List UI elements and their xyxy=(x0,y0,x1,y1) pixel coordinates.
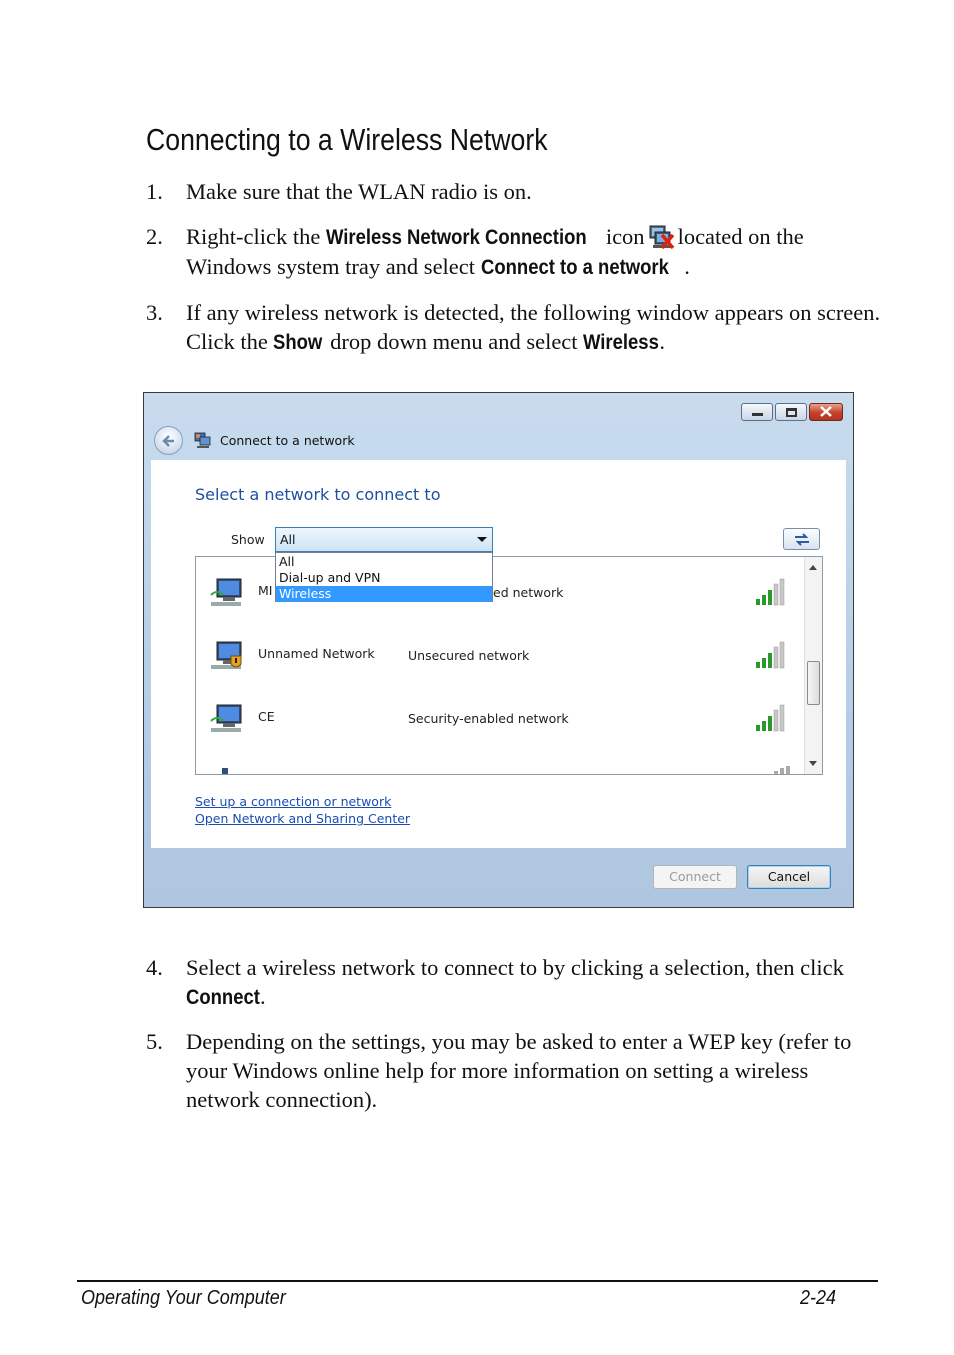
network-sharing-center-link[interactable]: Open Network and Sharing Center xyxy=(195,811,411,826)
network-row[interactable] xyxy=(196,630,804,680)
step-text: Depending on the settings, you may be asked to enter a WEP key (refer to your Windows online help for more information on setting a wireless network connection). xyxy=(186,1029,852,1112)
network-row-partial[interactable] xyxy=(196,756,804,775)
refresh-button[interactable] xyxy=(783,528,820,550)
chevron-down-icon xyxy=(477,537,487,542)
show-dropdown-value: All xyxy=(280,532,296,547)
dropdown-option-all[interactable]: All xyxy=(279,554,295,569)
back-button[interactable] xyxy=(154,426,183,455)
unsecured-network-icon xyxy=(209,638,247,674)
step-text xyxy=(186,953,886,1012)
window-title: Connect to a network xyxy=(220,433,355,448)
step-text-part: icon xyxy=(605,224,645,249)
step-text-part: Select a wireless network to connect to by clicking a selection, then click xyxy=(186,955,844,980)
step-text-part: If any wireless network is detected, the following window appears on screen. Click the xyxy=(186,300,881,354)
signal-strength-icon xyxy=(774,766,790,775)
keyword-show: Show xyxy=(273,331,323,354)
network-name: MI xyxy=(258,583,273,598)
network-status: ed network xyxy=(493,585,564,600)
signal-strength-icon xyxy=(754,640,790,670)
scroll-up-icon[interactable] xyxy=(809,565,817,570)
network-name: CE xyxy=(258,709,275,724)
step-text xyxy=(186,222,886,282)
section-heading: Connecting to a Wireless Network xyxy=(146,122,548,157)
network-row[interactable] xyxy=(196,693,804,743)
signal-strength-icon xyxy=(754,703,790,733)
step-text-part: . xyxy=(659,329,665,354)
wireless-network-connection-icon xyxy=(648,223,675,250)
maximize-icon xyxy=(786,408,797,417)
scroll-down-icon[interactable] xyxy=(809,761,817,766)
footer-page-number: 2-24 xyxy=(800,1287,837,1309)
dialog-panel xyxy=(151,460,846,848)
network-list-scrollbar[interactable] xyxy=(804,557,822,774)
back-arrow-icon xyxy=(161,433,177,449)
wireless-network-icon xyxy=(209,575,247,611)
connect-button[interactable]: Connect xyxy=(653,865,737,889)
step-text: Make sure that the WLAN radio is on. xyxy=(186,179,532,204)
network-name: Unnamed Network xyxy=(258,646,375,661)
step-number: 3. xyxy=(146,300,163,325)
close-icon xyxy=(809,403,843,421)
maximize-button[interactable] xyxy=(775,403,807,421)
minimize-icon xyxy=(752,413,763,416)
minimize-button[interactable] xyxy=(741,403,773,421)
footer-divider xyxy=(77,1280,878,1282)
show-label: Show xyxy=(231,532,265,547)
dialog-heading: Select a network to connect to xyxy=(195,485,441,504)
wireless-network-icon xyxy=(209,701,247,737)
network-icon xyxy=(194,431,212,449)
step-text-part: . xyxy=(260,984,266,1009)
window-controls xyxy=(741,403,843,421)
network-status: Security-enabled network xyxy=(408,711,569,726)
footer-chapter-title: Operating Your Computer xyxy=(81,1287,286,1309)
step-number: 5. xyxy=(146,1029,163,1054)
keyword-connect: Connect xyxy=(186,986,260,1009)
keyword-wireless: Wireless xyxy=(583,331,660,354)
step-text-part: . xyxy=(684,254,690,279)
cancel-button[interactable]: Cancel xyxy=(747,865,831,889)
scroll-thumb[interactable] xyxy=(807,661,820,705)
step-text-part: located on the Windows system tray and select xyxy=(186,224,804,279)
step-text-part: drop down menu and select xyxy=(330,329,578,354)
step-number: 1. xyxy=(146,179,163,204)
dropdown-option-dialup-vpn[interactable]: Dial-up and VPN xyxy=(279,570,381,585)
step-number: 2. xyxy=(146,224,163,249)
show-dropdown[interactable] xyxy=(275,527,493,552)
partial-network-icon xyxy=(222,768,228,774)
connect-to-network-window xyxy=(143,392,854,908)
close-button[interactable] xyxy=(809,403,843,421)
signal-strength-icon xyxy=(754,577,790,607)
dropdown-option-wireless[interactable]: Wireless xyxy=(276,586,492,602)
step-text xyxy=(186,298,886,357)
setup-connection-link[interactable]: Set up a connection or network xyxy=(195,794,392,809)
refresh-arrows-icon xyxy=(792,532,812,547)
show-dropdown-menu xyxy=(275,552,493,602)
step-number: 4. xyxy=(146,955,163,980)
step-text-part: Right-click the xyxy=(186,224,321,249)
network-status: Unsecured network xyxy=(408,648,530,663)
keyword-wireless-network-connection: Wireless Network Connection xyxy=(325,226,587,249)
keyword-connect-to-a-network: Connect to a network xyxy=(480,256,669,279)
